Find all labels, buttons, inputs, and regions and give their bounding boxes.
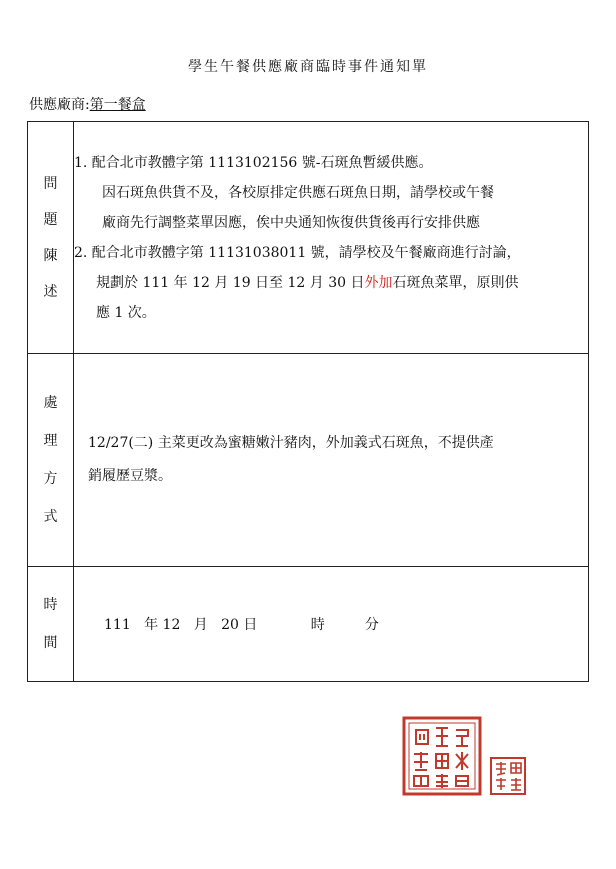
time-year-unit: 年 [144,617,159,633]
issue-item2-line2 [74,268,588,298]
time-content [74,567,589,682]
time-header-char: 間 [43,635,58,651]
issue-header-char: 述 [43,283,58,300]
time-header [28,567,74,682]
issue-item2-text: 石斑魚菜單，原則供 [392,274,519,291]
time-day-unit: 日 [243,617,258,633]
issue-header-char: 問 [43,175,58,192]
method-content [74,354,589,567]
method-row [28,354,589,567]
time-value [74,614,588,634]
vendor-name: 第一餐盒 [89,97,146,113]
issue-item1-line3: 廠商先行調整菜單因應，俟中央通知恢復供貨後再行安排供應 [102,214,480,231]
method-header [28,354,74,567]
time-row [28,567,589,682]
method-header-char: 方 [43,471,58,487]
time-day: 20 [221,617,239,633]
method-line1: 12/27(二) 主菜更改為蜜糖嫩汁豬肉，外加義式石斑魚，不提供產 [88,435,494,451]
company-seal-stamp [402,716,482,796]
method-header-char: 處 [43,395,58,411]
time-hour-unit: 時 [310,617,325,633]
notice-table [27,121,589,682]
personal-seal-stamp [489,756,527,796]
method-header-char: 式 [43,509,58,525]
issue-header [28,122,74,354]
issue-header-char: 陳 [43,247,58,264]
issue-item1-line1: 1. 配合北市教體字第 1113102156 號-石斑魚暫緩供應。 [74,154,433,171]
vendor-line [29,94,146,114]
time-month: 12 [162,617,181,633]
issue-header-char: 題 [43,211,58,228]
vendor-label: 供應廠商: [29,97,90,113]
time-year: 111 [104,617,131,633]
method-header-char: 理 [43,433,58,449]
time-month-unit: 月 [193,617,208,633]
issue-item2-line3: 應 1 次。 [96,304,156,321]
issue-item1-line2: 因石斑魚供貨不及，各校原排定供應石斑魚日期，請學校或午餐 [102,184,494,201]
issue-row [28,122,589,354]
method-line2: 銷履歷豆漿。 [88,468,172,484]
issue-content [74,122,589,354]
issue-item2-text: 規劃於 111 年 12 月 19 日至 12 月 30 日 [96,274,365,291]
document-title: 學生午餐供應廠商臨時事件通知單 [188,59,428,75]
time-minute-unit: 分 [364,617,379,633]
issue-item2-highlight: 外加 [364,274,393,291]
issue-item2-line1: 2. 配合北市教體字第 11131038011 號，請學校及午餐廠商進行討論， [74,244,521,261]
time-header-char: 時 [43,597,58,613]
